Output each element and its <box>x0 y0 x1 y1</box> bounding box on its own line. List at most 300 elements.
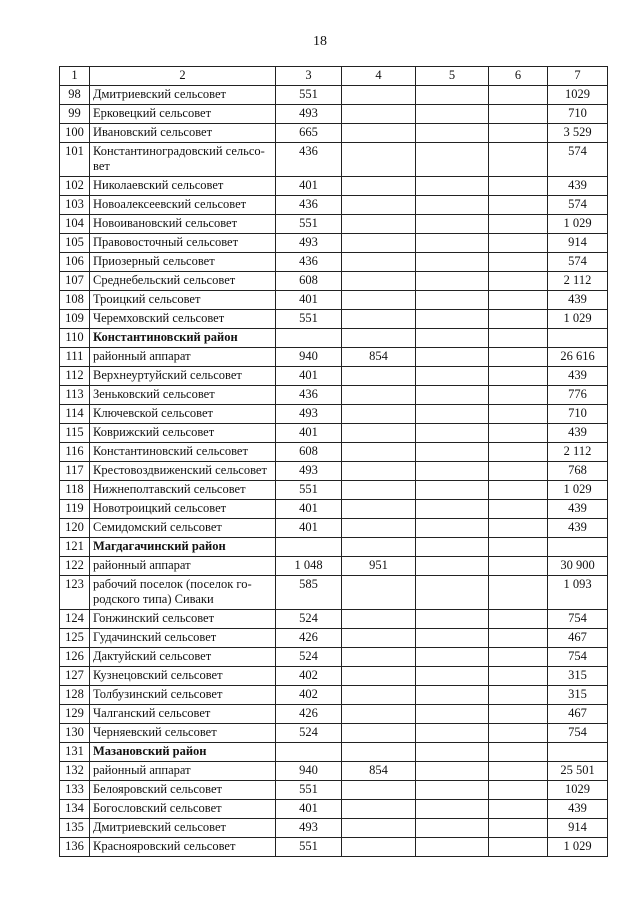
entity-name-cell: Константиновский район <box>90 329 276 348</box>
column-6-cell <box>489 724 548 743</box>
entity-name-cell: Приозерный сельсовет <box>90 253 276 272</box>
column-5-cell <box>416 667 489 686</box>
table-row <box>60 705 608 724</box>
row-number-cell: 110 <box>60 329 90 348</box>
column-7-cell <box>548 329 608 348</box>
column-7-cell: 776 <box>548 386 608 405</box>
column-3-cell: 585 <box>276 576 342 610</box>
entity-name-cell: Черемховский сельсовет <box>90 310 276 329</box>
column-6-cell <box>489 519 548 538</box>
entity-name-cell: Новоивановский сельсовет <box>90 215 276 234</box>
table-row <box>60 724 608 743</box>
column-7-cell: 2 112 <box>548 443 608 462</box>
column-6-cell <box>489 781 548 800</box>
column-4-cell <box>342 629 416 648</box>
column-6-cell <box>489 124 548 143</box>
column-7-cell: 439 <box>548 800 608 819</box>
entity-name-cell: Толбузинский сельсовет <box>90 686 276 705</box>
entity-name-cell: районный аппарат <box>90 348 276 367</box>
column-header: 2 <box>90 67 276 86</box>
row-number-cell: 123 <box>60 576 90 610</box>
column-3-cell: 401 <box>276 291 342 310</box>
table-row <box>60 519 608 538</box>
entity-name-cell: Мазановский район <box>90 743 276 762</box>
table-row <box>60 462 608 481</box>
column-3-cell: 551 <box>276 215 342 234</box>
row-number-cell: 108 <box>60 291 90 310</box>
column-7-cell: 3 529 <box>548 124 608 143</box>
entity-name-cell: Ключевской сельсовет <box>90 405 276 424</box>
row-number-cell: 130 <box>60 724 90 743</box>
column-5-cell <box>416 800 489 819</box>
column-3-cell: 608 <box>276 443 342 462</box>
entity-name-cell: Новотроицкий сельсовет <box>90 500 276 519</box>
entity-name-cell: Новоалексеевский сельсовет <box>90 196 276 215</box>
entity-name-cell: Гудачинский сельсовет <box>90 629 276 648</box>
row-number-cell: 107 <box>60 272 90 291</box>
column-4-cell <box>342 124 416 143</box>
column-7-cell: 467 <box>548 629 608 648</box>
table-row <box>60 576 608 610</box>
column-6-cell <box>489 105 548 124</box>
row-number-cell: 99 <box>60 105 90 124</box>
column-header: 1 <box>60 67 90 86</box>
column-5-cell <box>416 724 489 743</box>
column-4-cell <box>342 272 416 291</box>
column-6-cell <box>489 234 548 253</box>
column-7-cell: 1 029 <box>548 481 608 500</box>
column-5-cell <box>416 86 489 105</box>
row-number-cell: 122 <box>60 557 90 576</box>
row-number-cell: 133 <box>60 781 90 800</box>
row-number-cell: 129 <box>60 705 90 724</box>
column-7-cell: 315 <box>548 667 608 686</box>
column-3-cell <box>276 329 342 348</box>
column-5-cell <box>416 838 489 857</box>
column-4-cell <box>342 648 416 667</box>
column-6-cell <box>489 462 548 481</box>
column-header: 7 <box>548 67 608 86</box>
entity-name-cell: Коврижский сельсовет <box>90 424 276 443</box>
row-number-cell: 100 <box>60 124 90 143</box>
table-row <box>60 405 608 424</box>
column-5-cell <box>416 367 489 386</box>
table-row <box>60 177 608 196</box>
column-6-cell <box>489 272 548 291</box>
entity-name-cell: Среднебельский сельсовет <box>90 272 276 291</box>
column-4-cell <box>342 424 416 443</box>
table-row <box>60 838 608 857</box>
column-3-cell: 401 <box>276 519 342 538</box>
entity-name-cell: Ерковецкий сельсовет <box>90 105 276 124</box>
table-row <box>60 819 608 838</box>
column-7-cell: 1 029 <box>548 310 608 329</box>
entity-name-cell: Черняевский сельсовет <box>90 724 276 743</box>
column-6-cell <box>489 86 548 105</box>
row-number-cell: 125 <box>60 629 90 648</box>
column-6-cell <box>489 610 548 629</box>
page-number: 18 <box>313 34 327 49</box>
row-number-cell: 136 <box>60 838 90 857</box>
entity-name-cell: Дактуйский сельсовет <box>90 648 276 667</box>
column-5-cell <box>416 648 489 667</box>
column-3-cell: 551 <box>276 781 342 800</box>
column-3-cell: 524 <box>276 724 342 743</box>
row-number-cell: 120 <box>60 519 90 538</box>
column-4-cell <box>342 538 416 557</box>
table-row <box>60 481 608 500</box>
column-4-cell <box>342 405 416 424</box>
column-6-cell <box>489 538 548 557</box>
table-row <box>60 781 608 800</box>
column-4-cell <box>342 819 416 838</box>
allocation-table <box>59 66 608 857</box>
column-5-cell <box>416 481 489 500</box>
column-5-cell <box>416 310 489 329</box>
column-4-cell <box>342 576 416 610</box>
column-5-cell <box>416 348 489 367</box>
table-row <box>60 348 608 367</box>
entity-name-cell: районный аппарат <box>90 557 276 576</box>
column-5-cell <box>416 329 489 348</box>
column-4-cell <box>342 386 416 405</box>
column-6-cell <box>489 648 548 667</box>
column-7-cell: 315 <box>548 686 608 705</box>
row-number-cell: 135 <box>60 819 90 838</box>
column-7-cell: 2 112 <box>548 272 608 291</box>
table-row <box>60 424 608 443</box>
column-5-cell <box>416 538 489 557</box>
table-row <box>60 253 608 272</box>
entity-name-cell: Кузнецовский сельсовет <box>90 667 276 686</box>
column-5-cell <box>416 762 489 781</box>
column-3-cell: 493 <box>276 405 342 424</box>
table-row <box>60 443 608 462</box>
column-4-cell <box>342 724 416 743</box>
column-3-cell: 401 <box>276 424 342 443</box>
column-3-cell: 524 <box>276 648 342 667</box>
column-4-cell <box>342 686 416 705</box>
column-3-cell: 401 <box>276 500 342 519</box>
column-5-cell <box>416 557 489 576</box>
entity-name-cell: Богословский сельсовет <box>90 800 276 819</box>
column-3-cell: 402 <box>276 686 342 705</box>
column-4-cell <box>342 86 416 105</box>
column-5-cell <box>416 705 489 724</box>
column-6-cell <box>489 576 548 610</box>
column-7-cell: 439 <box>548 424 608 443</box>
row-number-cell: 116 <box>60 443 90 462</box>
district-heading-row <box>60 329 608 348</box>
column-7-cell: 754 <box>548 648 608 667</box>
column-5-cell <box>416 686 489 705</box>
column-4-cell <box>342 838 416 857</box>
table-row <box>60 124 608 143</box>
column-6-cell <box>489 291 548 310</box>
column-4-cell <box>342 329 416 348</box>
column-3-cell: 401 <box>276 800 342 819</box>
column-4-cell <box>342 610 416 629</box>
column-5-cell <box>416 405 489 424</box>
column-5-cell <box>416 105 489 124</box>
column-4-cell <box>342 500 416 519</box>
table-row <box>60 310 608 329</box>
entity-name-cell: Чалганский сельсовет <box>90 705 276 724</box>
column-7-cell <box>548 538 608 557</box>
column-3-cell: 436 <box>276 196 342 215</box>
table-row <box>60 800 608 819</box>
table-row <box>60 291 608 310</box>
entity-name-cell: Верхнеуртуйский сельсовет <box>90 367 276 386</box>
column-3-cell: 436 <box>276 386 342 405</box>
column-6-cell <box>489 686 548 705</box>
row-number-cell: 127 <box>60 667 90 686</box>
column-5-cell <box>416 576 489 610</box>
entity-name-cell: Магдагачинский район <box>90 538 276 557</box>
column-3-cell: 551 <box>276 86 342 105</box>
table-row <box>60 234 608 253</box>
column-3-cell: 551 <box>276 481 342 500</box>
row-number-cell: 126 <box>60 648 90 667</box>
column-7-cell: 26 616 <box>548 348 608 367</box>
table-row <box>60 272 608 291</box>
column-3-cell <box>276 538 342 557</box>
table-row <box>60 386 608 405</box>
table-row <box>60 557 608 576</box>
entity-name-cell: Николаевский сельсовет <box>90 177 276 196</box>
entity-name-cell: Гонжинский сельсовет <box>90 610 276 629</box>
column-4-cell: 854 <box>342 348 416 367</box>
column-5-cell <box>416 386 489 405</box>
column-3-cell <box>276 743 342 762</box>
column-5-cell <box>416 177 489 196</box>
entity-name-cell: Дмитриевский сельсовет <box>90 86 276 105</box>
column-header: 3 <box>276 67 342 86</box>
row-number-cell: 131 <box>60 743 90 762</box>
entity-name-cell: Константиновский сельсовет <box>90 443 276 462</box>
column-4-cell <box>342 781 416 800</box>
column-7-cell: 439 <box>548 367 608 386</box>
entity-name-cell: Правовосточный сельсовет <box>90 234 276 253</box>
table-row <box>60 500 608 519</box>
column-3-cell: 665 <box>276 124 342 143</box>
column-6-cell <box>489 838 548 857</box>
column-6-cell <box>489 800 548 819</box>
column-4-cell: 951 <box>342 557 416 576</box>
column-6-cell <box>489 367 548 386</box>
column-7-cell: 574 <box>548 143 608 177</box>
entity-name-cell: Семидомский сельсовет <box>90 519 276 538</box>
column-7-cell: 914 <box>548 234 608 253</box>
column-header: 6 <box>489 67 548 86</box>
column-3-cell: 524 <box>276 610 342 629</box>
column-3-cell: 940 <box>276 762 342 781</box>
column-4-cell <box>342 462 416 481</box>
column-4-cell <box>342 519 416 538</box>
column-7-cell: 1 029 <box>548 215 608 234</box>
table-row <box>60 686 608 705</box>
row-number-cell: 115 <box>60 424 90 443</box>
column-7-cell: 1 093 <box>548 576 608 610</box>
column-5-cell <box>416 124 489 143</box>
row-number-cell: 112 <box>60 367 90 386</box>
column-7-cell: 754 <box>548 724 608 743</box>
column-5-cell <box>416 215 489 234</box>
column-7-cell: 1029 <box>548 86 608 105</box>
column-7-cell: 574 <box>548 253 608 272</box>
column-4-cell <box>342 234 416 253</box>
column-7-cell: 30 900 <box>548 557 608 576</box>
column-6-cell <box>489 500 548 519</box>
column-4-cell <box>342 481 416 500</box>
column-6-cell <box>489 405 548 424</box>
column-7-cell: 439 <box>548 177 608 196</box>
column-3-cell: 426 <box>276 629 342 648</box>
entity-name-cell: Константиноградовский сельсо-вет <box>90 143 276 177</box>
table-row <box>60 762 608 781</box>
column-3-cell: 1 048 <box>276 557 342 576</box>
column-7-cell: 710 <box>548 405 608 424</box>
row-number-cell: 124 <box>60 610 90 629</box>
column-7-cell: 768 <box>548 462 608 481</box>
entity-name-cell: районный аппарат <box>90 762 276 781</box>
entity-name-cell: Зеньковский сельсовет <box>90 386 276 405</box>
column-3-cell: 608 <box>276 272 342 291</box>
column-4-cell <box>342 443 416 462</box>
entity-name-cell: Нижнеполтавский сельсовет <box>90 481 276 500</box>
column-6-cell <box>489 310 548 329</box>
table-row <box>60 105 608 124</box>
table-row <box>60 196 608 215</box>
row-number-cell: 98 <box>60 86 90 105</box>
column-3-cell: 551 <box>276 838 342 857</box>
column-5-cell <box>416 781 489 800</box>
column-5-cell <box>416 196 489 215</box>
column-3-cell: 493 <box>276 462 342 481</box>
table-row <box>60 86 608 105</box>
column-5-cell <box>416 424 489 443</box>
column-4-cell <box>342 196 416 215</box>
column-3-cell: 401 <box>276 177 342 196</box>
column-6-cell <box>489 819 548 838</box>
column-4-cell <box>342 105 416 124</box>
column-3-cell: 493 <box>276 819 342 838</box>
table-row <box>60 629 608 648</box>
column-6-cell <box>489 143 548 177</box>
column-6-cell <box>489 762 548 781</box>
column-6-cell <box>489 629 548 648</box>
column-6-cell <box>489 557 548 576</box>
column-3-cell: 551 <box>276 310 342 329</box>
entity-name-cell: рабочий поселок (поселок го-родского типа) Сиваки <box>90 576 276 610</box>
row-number-cell: 101 <box>60 143 90 177</box>
entity-name-cell: Белояровский сельсовет <box>90 781 276 800</box>
entity-name-cell: Краснояровский сельсовет <box>90 838 276 857</box>
column-6-cell <box>489 329 548 348</box>
column-4-cell <box>342 215 416 234</box>
column-5-cell <box>416 629 489 648</box>
column-3-cell: 402 <box>276 667 342 686</box>
column-3-cell: 436 <box>276 253 342 272</box>
column-4-cell: 854 <box>342 762 416 781</box>
column-7-cell: 439 <box>548 291 608 310</box>
column-5-cell <box>416 519 489 538</box>
column-4-cell <box>342 667 416 686</box>
column-5-cell <box>416 253 489 272</box>
column-4-cell <box>342 367 416 386</box>
column-7-cell: 439 <box>548 500 608 519</box>
column-6-cell <box>489 348 548 367</box>
column-header: 5 <box>416 67 489 86</box>
column-5-cell <box>416 291 489 310</box>
column-6-cell <box>489 253 548 272</box>
row-number-cell: 106 <box>60 253 90 272</box>
row-number-cell: 132 <box>60 762 90 781</box>
entity-name-cell: Ивановский сельсовет <box>90 124 276 143</box>
column-4-cell <box>342 310 416 329</box>
column-header: 4 <box>342 67 416 86</box>
column-7-cell <box>548 743 608 762</box>
column-6-cell <box>489 196 548 215</box>
column-5-cell <box>416 500 489 519</box>
row-number-cell: 134 <box>60 800 90 819</box>
column-6-cell <box>489 743 548 762</box>
row-number-cell: 117 <box>60 462 90 481</box>
column-3-cell: 493 <box>276 105 342 124</box>
column-5-cell <box>416 819 489 838</box>
column-6-cell <box>489 443 548 462</box>
column-6-cell <box>489 215 548 234</box>
row-number-cell: 104 <box>60 215 90 234</box>
row-number-cell: 121 <box>60 538 90 557</box>
column-7-cell: 439 <box>548 519 608 538</box>
row-number-cell: 102 <box>60 177 90 196</box>
row-number-cell: 109 <box>60 310 90 329</box>
column-3-cell: 426 <box>276 705 342 724</box>
table-row <box>60 667 608 686</box>
row-number-cell: 118 <box>60 481 90 500</box>
row-number-cell: 105 <box>60 234 90 253</box>
table-row <box>60 367 608 386</box>
table-body <box>60 86 608 857</box>
column-5-cell <box>416 234 489 253</box>
column-5-cell <box>416 443 489 462</box>
column-7-cell: 914 <box>548 819 608 838</box>
column-5-cell <box>416 143 489 177</box>
column-4-cell <box>342 743 416 762</box>
column-3-cell: 436 <box>276 143 342 177</box>
row-number-cell: 119 <box>60 500 90 519</box>
row-number-cell: 128 <box>60 686 90 705</box>
column-4-cell <box>342 143 416 177</box>
column-6-cell <box>489 177 548 196</box>
column-3-cell: 493 <box>276 234 342 253</box>
column-6-cell <box>489 481 548 500</box>
column-6-cell <box>489 386 548 405</box>
column-4-cell <box>342 705 416 724</box>
column-7-cell: 1029 <box>548 781 608 800</box>
column-4-cell <box>342 177 416 196</box>
column-7-cell: 1 029 <box>548 838 608 857</box>
column-4-cell <box>342 291 416 310</box>
row-number-cell: 113 <box>60 386 90 405</box>
row-number-cell: 114 <box>60 405 90 424</box>
row-number-cell: 111 <box>60 348 90 367</box>
entity-name-cell: Троицкий сельсовет <box>90 291 276 310</box>
column-4-cell <box>342 800 416 819</box>
column-6-cell <box>489 705 548 724</box>
column-5-cell <box>416 610 489 629</box>
